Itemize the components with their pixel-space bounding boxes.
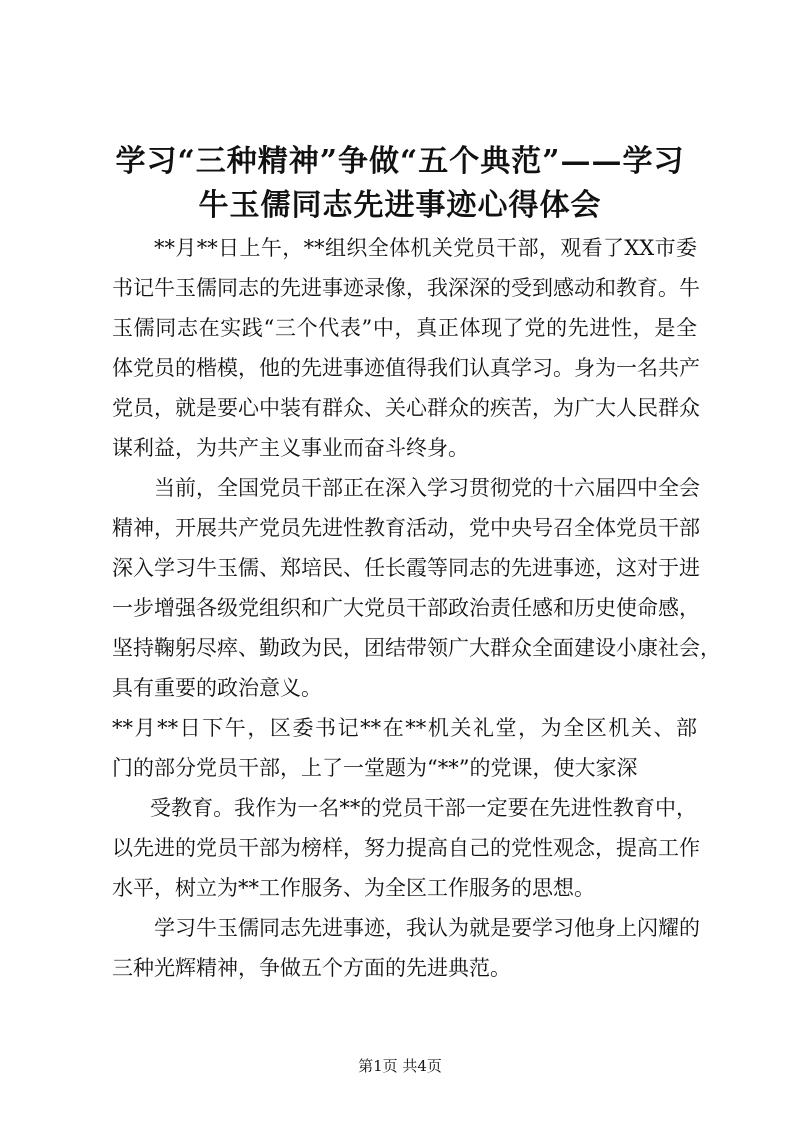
paragraph-line: 书记牛玉儒同志的先进事迹录像，我深深的受到感动和教育。牛 bbox=[112, 276, 700, 300]
paragraph-line: **月**日下午，区委书记**在**机关礼堂，为全区机关、部 bbox=[112, 716, 697, 740]
paragraph-5 bbox=[112, 908, 700, 988]
paragraph-line: 水平，树立为**工作服务、为全区工作服务的思想。 bbox=[112, 876, 595, 900]
paragraph-line: 受教育。我作为一名**的党员干部一定要在先进性教育中， bbox=[150, 796, 697, 820]
paragraph-line: 深入学习牛玉儒、郑培民、任长霞等同志的先进事迹，这对于进 bbox=[112, 556, 700, 580]
paragraph-line: 一步增强各级党组织和广大党员干部政治责任感和历史使命感， bbox=[112, 596, 700, 620]
paragraph-line: 具有重要的政治意义。 bbox=[112, 676, 322, 700]
paragraph-line: 门的部分党员干部，上了一堂题为“**”的党课，使大家深 bbox=[112, 756, 638, 780]
paragraph-line: 体党员的楷模，他的先进事迹值得我们认真学习。身为一名共产 bbox=[112, 356, 700, 380]
paragraph-line: 玉儒同志在实践“三个代表”中，真正体现了党的先进性，是全 bbox=[112, 316, 697, 340]
paragraph-line: 谋利益，为共产主义事业而奋斗终身。 bbox=[112, 436, 469, 460]
paragraph-4 bbox=[112, 788, 700, 908]
paragraph-line: 以先进的党员干部为榜样，努力提高自己的党性观念，提高工作 bbox=[112, 836, 700, 860]
document-title-line-1: 学习“三种精神”争做“五个典范”——学习 bbox=[115, 144, 685, 179]
paragraph-line: 三种光辉精神，争做五个方面的先进典范。 bbox=[112, 956, 511, 980]
paragraph-line: 坚持鞠躬尽瘁、勤政为民，团结带领广大群众全面建设小康社会， bbox=[112, 636, 721, 660]
page-footer: 第1页 共4页 bbox=[358, 1057, 442, 1075]
paragraph-line: 精神，开展共产党员先进性教育活动，党中央号召全体党员干部 bbox=[112, 516, 700, 540]
paragraph-line: 当前，全国党员干部正在深入学习贯彻党的十六届四中全会 bbox=[154, 476, 700, 500]
paragraph-2 bbox=[112, 468, 721, 708]
document-body bbox=[112, 228, 721, 988]
document-title-line-2: 牛玉儒同志先进事迹心得体会 bbox=[198, 188, 602, 223]
paragraph-line: 党员，就是要心中装有群众、关心群众的疾苦，为广大人民群众 bbox=[112, 396, 700, 420]
paragraph-3 bbox=[112, 708, 697, 788]
paragraph-line: **月**日上午，**组织全体机关党员干部，观看了XX市委 bbox=[154, 236, 697, 260]
paragraph-line: 学习牛玉儒同志先进事迹，我认为就是要学习他身上闪耀的 bbox=[154, 916, 700, 940]
paragraph-1 bbox=[112, 228, 700, 468]
